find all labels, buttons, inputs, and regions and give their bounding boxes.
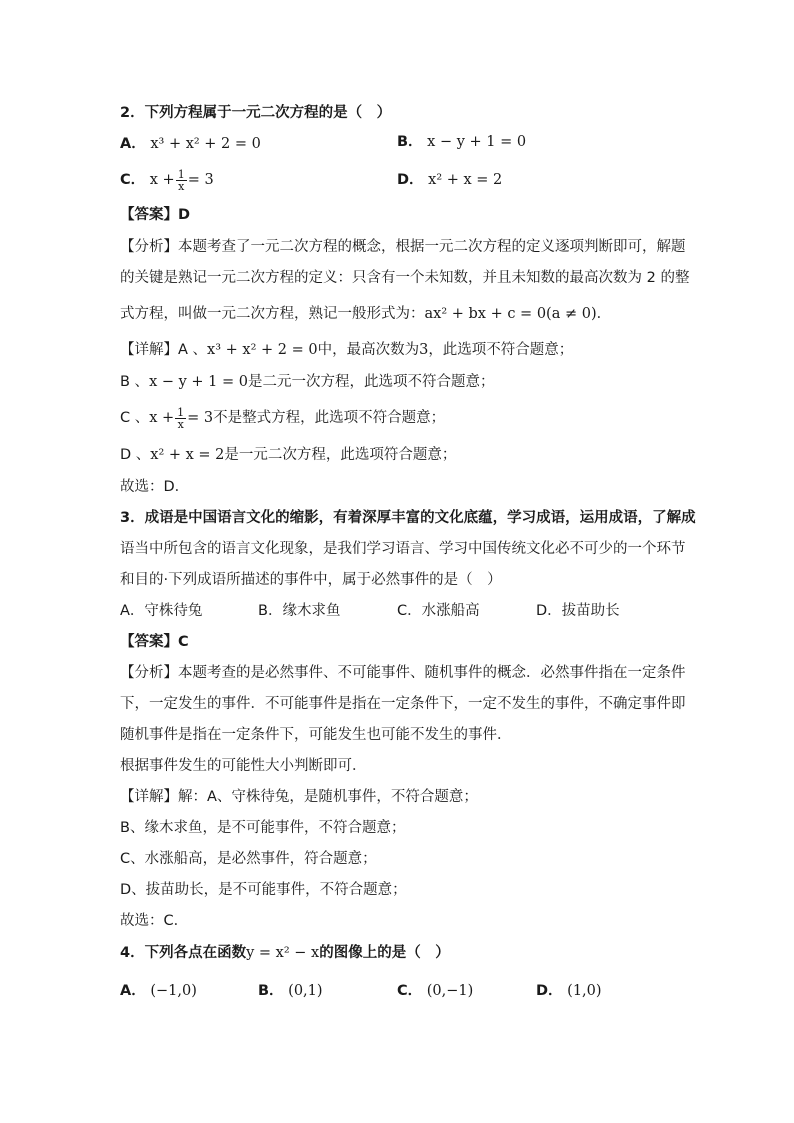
q3-conclusion: 故选：C．: [120, 913, 189, 929]
q2-detail-a-mid: 中，最高次数为: [317, 342, 420, 358]
q2-option-b-math: x − y + 1 = 0: [427, 134, 527, 150]
q4-option-c: [397, 981, 473, 1001]
q4-option-d: [536, 981, 602, 1001]
q4-option-a: [120, 981, 197, 1001]
q3-option-a: A．守株待兔: [120, 603, 203, 619]
q2-detail-d-end: 是一元二次方程，此选项符合题意；: [224, 447, 457, 463]
fraction-denominator: x: [177, 417, 184, 431]
q2-analysis-line-3: [120, 304, 611, 324]
q2-detail-a-math: x³ + x² + 2 = 0: [207, 342, 318, 358]
q3-stem-line-3: 和目的·下列成语所描述的事件中，属于必然事件的是（ ）: [120, 572, 502, 588]
q4-option-d-label: D．: [536, 983, 563, 999]
q2-answer: 【答案】D: [120, 207, 191, 223]
q4-option-d-math: (1,0): [567, 983, 602, 999]
q2-detail-c-x: x +: [149, 410, 175, 426]
q2-option-d-label: D．: [397, 172, 424, 188]
q3-stem-line-2: 语当中所包含的语言文化现象，是我们学习语言、学习中国传统文化必不可少的一个环节: [120, 541, 686, 557]
q2-detail-a-number: 3: [419, 342, 429, 358]
q2-detail-c-fraction: [175, 407, 186, 430]
q2-detail-a-prefix: 【详解】A 、: [120, 342, 208, 358]
q2-stem: 2．下列方程属于一元二次方程的是（ ）: [120, 105, 392, 121]
q2-detail-c-prefix: C 、: [120, 410, 150, 426]
fraction-numerator: 1: [177, 167, 185, 181]
q4-option-a-math: (−1,0): [150, 983, 197, 999]
q2-option-b-label: B．: [397, 134, 423, 150]
q4-option-a-label: A．: [120, 983, 146, 999]
q3-detail-line-1: 【详解】解：A、守株待兔，是随机事件，不符合题意；: [120, 789, 478, 805]
q2-detail-d: [120, 445, 456, 465]
q2-detail-c: [120, 402, 445, 434]
q2-analysis-line-2: 的关键是熟记一元二次方程的定义：只含有一个未知数，并且未知数的最高次数为 2 的整: [120, 270, 690, 286]
q2-detail-b: [120, 372, 495, 392]
q2-detail-c-end: 不是整式方程，此选项不符合题意；: [213, 410, 446, 426]
q2-detail-d-prefix: D 、: [120, 447, 151, 463]
q2-detail-a-end: ，此选项不符合题意；: [428, 342, 574, 358]
q2-option-c-pre: x +: [149, 172, 175, 188]
q2-option-a-label: A．: [120, 136, 146, 152]
q4-option-b: [258, 981, 323, 1001]
q4-stem-suffix: 的图像上的是（ ）: [319, 945, 450, 961]
q2-detail-c-eq: = 3: [187, 410, 214, 426]
q3-analysis-line-2: 下，一定发生的事件．不可能事件是指在一定条件下，一定不发生的事件，不确定事件即: [120, 696, 686, 712]
q4-option-c-label: C．: [397, 983, 423, 999]
fraction-denominator: x: [178, 179, 185, 193]
q2-option-d-math: x² + x = 2: [428, 172, 503, 188]
fraction-numerator: 1: [177, 405, 185, 419]
q3-option-d: D．拔苗助长: [536, 603, 620, 619]
q3-detail-line-4: D、拔苗助长，是不可能事件，不符合题意；: [120, 882, 407, 898]
q2-detail-a: [120, 340, 573, 360]
q3-analysis-line-1: 【分析】本题考查的是必然事件、不可能事件、随机事件的概念．必然事件指在一定条件: [120, 665, 686, 681]
q2-analysis-text: 式方程，叫做一元二次方程，熟记一般形式为：: [120, 306, 425, 322]
q2-option-c-fraction: [176, 169, 187, 192]
q2-option-a: [120, 134, 261, 154]
q3-answer: 【答案】C: [120, 634, 189, 650]
q2-option-d: [397, 170, 502, 190]
q3-analysis-line-4: 根据事件发生的可能性大小判断即可．: [120, 758, 367, 774]
q3-detail-line-2: B、缘木求鱼，是不可能事件，不符合题意；: [120, 820, 406, 836]
q3-detail-line-3: C、水涨船高，是必然事件，符合题意；: [120, 851, 377, 867]
q3-stem-line-1: 3．成语是中国语言文化的缩影，有着深厚丰富的文化底蕴，学习成语，运用成语，了解成: [120, 510, 696, 526]
q2-option-c-label: C．: [120, 172, 146, 188]
q4-option-b-label: B．: [258, 983, 284, 999]
q4-stem-prefix: 4．下列各点在函数: [120, 945, 247, 961]
q2-option-a-math: x³ + x² + 2 = 0: [150, 136, 261, 152]
q2-analysis-line-1: 【分析】本题考查了一元二次方程的概念，根据一元二次方程的定义逐项判断即可，解题: [120, 239, 686, 255]
q3-option-b: B．缘木求鱼: [258, 603, 341, 619]
q4-option-b-math: (0,1): [288, 983, 323, 999]
q2-general-form: ax² + bx + c = 0(a ≠ 0): [424, 306, 597, 322]
q2-analysis-end: ．: [596, 306, 612, 322]
q2-option-c-post: = 3: [187, 172, 214, 188]
q2-detail-b-math: x − y + 1 = 0: [149, 374, 248, 390]
q3-option-c: C．水涨船高: [397, 603, 480, 619]
q4-stem: [120, 943, 450, 963]
q2-detail-b-prefix: B 、: [120, 374, 150, 390]
q4-option-c-math: (0,−1): [426, 983, 474, 999]
q2-option-b: [397, 132, 526, 152]
q2-option-c: [120, 164, 214, 196]
q2-conclusion: 故选：D．: [120, 479, 190, 495]
q4-function: y = x² − x: [246, 945, 320, 961]
q2-detail-b-end: 是二元一次方程，此选项不符合题意；: [248, 374, 495, 390]
q2-detail-d-math: x² + x = 2: [150, 447, 225, 463]
q3-analysis-line-3: 随机事件是指在一定条件下，可能发生也可能不发生的事件．: [120, 727, 512, 743]
